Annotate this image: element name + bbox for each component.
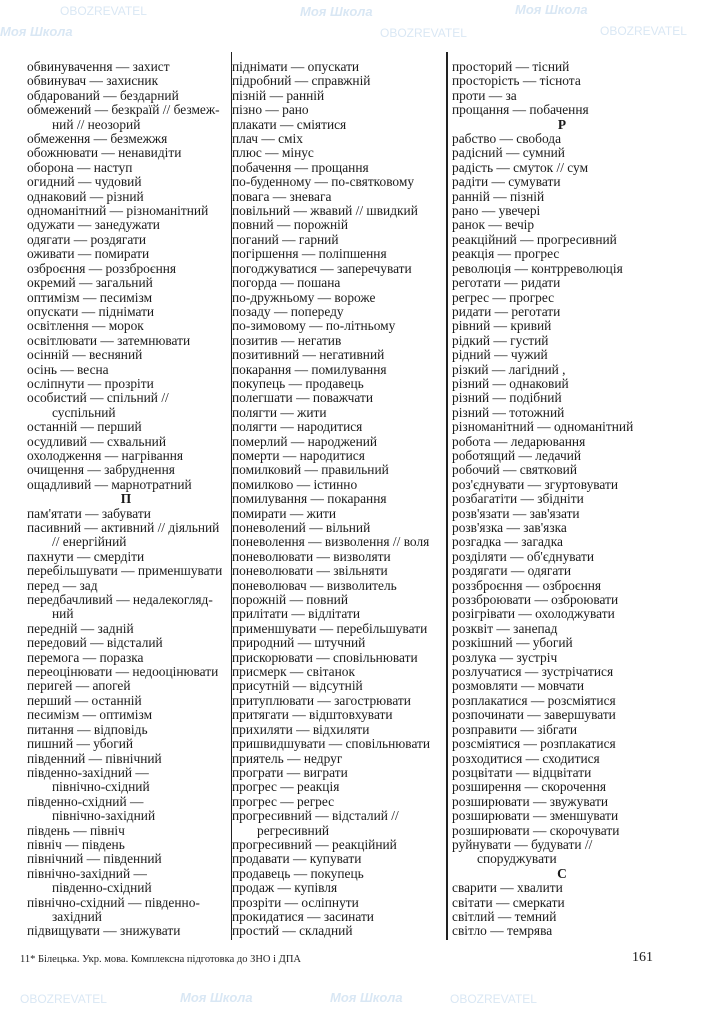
entry-continuation: // енергійний <box>52 534 127 550</box>
antonym-entry: очищення — забруднення <box>27 462 175 478</box>
antonym-entry: погоджуватися — заперечувати <box>232 260 412 276</box>
antonym-entry: пишний — убогий <box>27 736 134 752</box>
antonym-entry: розцвітати — відцвітати <box>452 764 592 780</box>
antonym-entry: позитивний — негативний <box>232 347 385 363</box>
antonym-entry: померти — народитися <box>232 447 365 463</box>
antonym-entry: реготати — ридати <box>452 275 561 291</box>
antonym-entry: полегшати — поважчати <box>232 390 374 406</box>
antonym-entry: різний — тотожний <box>452 404 565 420</box>
antonym-entry: прогрес — регрес <box>232 793 335 809</box>
antonym-entry: пасивний — активний // діяльний <box>27 520 220 535</box>
antonym-entry: по-дружньому — вороже <box>232 289 376 305</box>
letter-heading: Р <box>557 116 567 132</box>
antonym-entry: світло — темрява <box>452 923 553 939</box>
antonym-entry: рівний — кривий <box>452 318 552 334</box>
antonym-entry: притуплювати — загострювати <box>232 692 411 708</box>
antonym-entry: повага — зневага <box>232 188 332 204</box>
antonym-entry: одноманітний — різноманітний <box>27 203 209 219</box>
entry-continuation: північно-західний <box>52 808 156 824</box>
antonym-entry: прискорювати — сповільнювати <box>232 649 418 665</box>
watermark-news: OBOZREVATEL <box>450 992 537 1006</box>
antonym-entry: осліпнути — прозріти <box>27 375 154 391</box>
antonym-entry: різний — подібний <box>452 390 562 406</box>
antonym-entry: ощадливий — марнотратний <box>27 476 192 492</box>
antonym-entry: пізно — рано <box>232 102 309 118</box>
antonym-entry: ридати — реготати <box>452 303 561 319</box>
antonym-entry: революція — контрреволюція <box>452 260 623 276</box>
antonym-entry: світати — смеркати <box>452 894 565 910</box>
antonym-entry: помилково — істинно <box>232 476 358 492</box>
antonym-entry: реакція — прогрес <box>452 246 560 262</box>
antonym-entry: розмовляти — мовчати <box>452 678 585 694</box>
antonym-entry: розгадка — загадка <box>452 534 563 550</box>
antonym-entry: огидний — чудовий <box>27 174 142 190</box>
antonym-entry: применшувати — перебільшувати <box>232 620 428 636</box>
antonym-entry: погорда — пошана <box>232 275 341 291</box>
antonym-entry: осінь — весна <box>27 361 109 377</box>
antonym-entry: пам'ятати — забувати <box>27 505 151 521</box>
antonym-entry: прощання — побачення <box>452 102 589 118</box>
antonym-entry: розширення — скорочення <box>452 779 607 795</box>
antonym-entry: оптимізм — песимізм <box>27 289 153 305</box>
entry-continuation: західний <box>52 908 102 924</box>
antonym-entry: оборона — наступ <box>27 159 133 175</box>
antonym-entry: продавати — купувати <box>232 851 362 867</box>
antonym-entry: перебільшувати — применшувати <box>27 563 223 579</box>
antonym-entry: розпочинати — завершувати <box>452 707 616 723</box>
antonym-entry: обмеження — безмежжя <box>27 131 168 147</box>
antonym-entry: радісний — сумний <box>452 145 565 161</box>
antonym-entry: розв'язка — зав'язка <box>452 520 567 535</box>
antonym-entry: радість — смуток // сум <box>452 159 589 175</box>
antonym-entry: розширювати — скорочувати <box>452 822 620 838</box>
antonym-entry: роботящий — ледачий <box>452 447 582 463</box>
antonym-entry: північно-східний — південно- <box>27 894 200 910</box>
column-right <box>452 52 672 940</box>
watermark-news: OBOZREVATEL <box>380 26 467 40</box>
entry-continuation: ний // неозорий <box>52 116 141 132</box>
antonym-entry: обдарований — бездарний <box>27 87 179 103</box>
antonym-entry: ранок — вечір <box>452 217 535 233</box>
antonym-entry: північний — південний <box>27 851 162 867</box>
watermark-school: Моя Школа <box>180 990 253 1005</box>
antonym-entry: проти — за <box>452 87 517 103</box>
antonym-entry: розширювати — зменшувати <box>452 808 619 824</box>
antonym-entry: песимізм — оптимізм <box>27 707 153 723</box>
antonym-entry: поневолювати — визволяти <box>232 548 391 564</box>
letter-heading: С <box>557 865 567 881</box>
antonym-entry: різний — однаковий <box>452 375 569 391</box>
antonym-entry: прокидатися — засинати <box>232 908 374 924</box>
antonym-entry: робота — ледарювання <box>452 433 586 449</box>
antonym-entry: охолодження — нагрівання <box>27 447 184 463</box>
antonym-entry: перед — зад <box>27 577 98 593</box>
antonym-entry: прилітати — відлітати <box>232 606 361 622</box>
antonym-entry: північно-західний — <box>27 865 147 881</box>
antonym-entry: поневолений — вільний <box>232 520 371 535</box>
antonym-entry: сварити — хвалити <box>452 880 563 896</box>
antonym-entry: прозріти — осліпнути <box>232 894 359 910</box>
antonym-entry: розділяти — об'єднувати <box>452 548 595 564</box>
antonym-entry: природний — штучний <box>232 635 366 651</box>
antonym-entry: розлучатися — зустрічатися <box>452 664 614 680</box>
column-left <box>27 60 225 939</box>
antonym-entry: помилування — покарання <box>232 491 387 507</box>
antonym-entry: обвинувачення — захист <box>27 59 170 74</box>
antonym-entry: прихиляти — відхиляти <box>232 721 370 737</box>
watermark-news: OBOZREVATEL <box>20 992 107 1006</box>
antonym-entry: рано — увечері <box>452 203 541 219</box>
antonym-entry: поганий — гарний <box>232 231 339 247</box>
antonym-entry: присутній — відсутній <box>232 678 363 694</box>
antonym-entry: пришвидшувати — сповільнювати <box>232 736 431 752</box>
column-divider <box>446 52 448 940</box>
antonym-entry: побачення — прощання <box>232 159 369 175</box>
antonym-entry: присмерк — світанок <box>232 664 355 680</box>
watermark-school: Моя Школа <box>330 990 403 1005</box>
watermark-school: Моя Школа <box>515 2 588 17</box>
antonym-entry: перший — останній <box>27 692 142 708</box>
antonym-entry: переоцінювати — недооцінювати <box>27 664 219 680</box>
antonym-entry: передній — задній <box>27 620 134 636</box>
antonym-entry: порожній — повний <box>232 592 348 608</box>
antonym-entry: озброєння — роззброєння <box>27 260 177 276</box>
antonym-entry: розігрівати — охолоджувати <box>452 606 615 622</box>
antonym-entry: плакати — сміятися <box>232 116 347 132</box>
antonym-entry: обожнювати — ненавидіти <box>27 145 182 161</box>
antonym-entry: обвинувач — захисник <box>27 73 159 89</box>
antonym-entry: розплакатися — розсміятися <box>452 692 616 708</box>
antonym-entry: розправити — зібгати <box>452 721 578 737</box>
antonym-entry: ранній — пізній <box>452 188 545 204</box>
antonym-entry: південно-західний — <box>27 764 149 780</box>
antonym-entry: прогресивний — реакційний <box>232 836 397 852</box>
antonym-entry: розв'язати — зав'язати <box>452 505 580 521</box>
antonym-entry: покарання — помилування <box>232 361 387 377</box>
antonym-entry: помилковий — правильний <box>232 462 389 478</box>
antonym-entry: позитив — негатив <box>232 332 342 348</box>
antonym-entry: роззброювати — озброювати <box>452 592 619 608</box>
antonym-entry: поневолення — визволення // воля <box>232 534 430 550</box>
antonym-entry: розлука — зустріч <box>452 649 558 665</box>
antonym-entry: південний — північний <box>27 750 162 766</box>
antonym-entry: позаду — попереду <box>232 303 344 319</box>
antonym-entry: розкішний — убогий <box>452 635 573 651</box>
antonym-entry: поневолювач — визволитель <box>232 577 397 593</box>
entry-continuation: регресивний <box>257 822 330 838</box>
antonym-entry: по-буденному — по-святковому <box>232 174 415 190</box>
antonym-entry: повний — порожній <box>232 217 348 233</box>
watermark-news: OBOZREVATEL <box>600 24 687 38</box>
antonym-entry: продаж — купівля <box>232 880 338 896</box>
antonym-entry: перемога — поразка <box>27 649 144 665</box>
entry-continuation: суспільний <box>52 404 116 420</box>
antonym-entry: південно-східний — <box>27 793 144 809</box>
antonym-entry: південь — північ <box>27 822 125 838</box>
antonym-entry: північ — південь <box>27 836 125 852</box>
antonym-entry: особистий — спільний // <box>27 390 169 406</box>
antonym-entry: помирати — жити <box>232 505 337 521</box>
footnote: 11* Білецька. Укр. мова. Комплексна підготовка до ЗНО і ДПА <box>20 954 301 965</box>
antonym-entry: рідний — чужий <box>452 347 548 363</box>
antonym-entry: притягати — відштовхувати <box>232 707 393 723</box>
antonym-entry: розквіт — занепад <box>452 620 558 636</box>
antonym-entry: поневолювати — звільняти <box>232 563 388 579</box>
antonym-entry: однаковий — різний <box>27 188 144 204</box>
antonym-entry: передовий — відсталий <box>27 635 163 651</box>
antonym-entry: програти — виграти <box>232 764 348 780</box>
antonym-entry: передбачливий — недалекогляд- <box>27 592 213 608</box>
watermark-school: Моя Школа <box>0 24 73 39</box>
antonym-entry: по-зимовому — по-літньому <box>232 318 396 334</box>
antonym-entry: просторий — тісний <box>452 59 570 74</box>
antonym-entry: пізній — ранній <box>232 87 325 103</box>
watermark-news: OBOZREVATEL <box>60 4 147 18</box>
antonym-entry: освітлення — морок <box>27 318 144 334</box>
antonym-entry: прогресивний — відсталий // <box>232 808 399 824</box>
antonym-entry: осінній — весняний <box>27 347 143 363</box>
antonym-entry: приятель — недруг <box>232 750 343 766</box>
antonym-entry: світлий — темний <box>452 908 557 924</box>
antonym-entry: пахнути — смердіти <box>27 548 145 564</box>
antonym-entry: одягати — роздягати <box>27 231 146 247</box>
antonym-entry: перигей — апогей <box>27 678 131 694</box>
entry-continuation: споруджувати <box>477 851 557 867</box>
antonym-entry: померлий — народжений <box>232 433 378 449</box>
column-middle <box>231 52 442 940</box>
watermark-school: Моя Школа <box>300 4 373 19</box>
antonym-entry: окремий — загальний <box>27 275 153 291</box>
antonym-entry: розходитися — сходитися <box>452 750 600 766</box>
antonym-entry: оживати — помирати <box>27 246 150 262</box>
antonym-entry: радіти — сумувати <box>452 174 561 190</box>
antonym-entry: реакційний — прогресивний <box>452 231 617 247</box>
antonym-entry: піднімати — опускати <box>232 59 360 74</box>
antonym-entry: освітлювати — затемнювати <box>27 332 191 348</box>
entry-continuation: ний <box>52 606 74 622</box>
antonym-entry: руйнувати — будувати // <box>452 836 593 852</box>
antonym-entry: простий — складний <box>232 923 353 939</box>
letter-heading: П <box>120 491 132 507</box>
antonym-entry: плач — сміх <box>232 131 303 147</box>
antonym-entry: регрес — прогрес <box>452 289 555 305</box>
antonym-entry: плюс — мінус <box>232 145 314 161</box>
antonym-entry: підвищувати — знижувати <box>27 923 181 939</box>
antonym-entry: розширювати — звужувати <box>452 793 609 809</box>
page-number: 161 <box>632 950 653 965</box>
entry-continuation: північно-східний <box>52 779 150 795</box>
antonym-entry: полягти — жити <box>232 404 327 420</box>
antonym-entry: роззброєння — озброєння <box>452 577 602 593</box>
antonym-entry: осудливий — схвальний <box>27 433 167 449</box>
antonym-entry: полягти — народитися <box>232 419 363 435</box>
antonym-entry: розбагатіти — збідніти <box>452 491 584 507</box>
antonym-entry: підробний — справжній <box>232 73 371 89</box>
antonym-entry: рідкий — густий <box>452 332 549 348</box>
entry-continuation: південно-східний <box>52 880 152 896</box>
antonym-entry: розсміятися — розплакатися <box>452 736 616 752</box>
antonym-entry: прогрес — реакція <box>232 779 340 795</box>
antonym-entry: питання — відповідь <box>27 721 148 737</box>
antonym-entry: одужати — занедужати <box>27 217 160 233</box>
antonym-entry: обмежений — безкраїй // безмеж- <box>27 102 220 118</box>
antonym-entry: рабство — свобода <box>452 131 562 147</box>
antonym-entry: останній — перший <box>27 419 142 435</box>
antonym-entry: покупець — продавець <box>232 375 364 391</box>
antonym-entry: повільний — жвавий // швидкий <box>232 203 418 219</box>
antonym-entry: продавець — покупець <box>232 865 364 881</box>
antonym-entry: погіршення — поліпшення <box>232 246 387 262</box>
antonym-entry: роздягати — одягати <box>452 563 571 579</box>
antonym-entry: просторість — тіснота <box>452 73 581 89</box>
antonym-entry: роз'єднувати — згуртовувати <box>452 476 619 492</box>
antonym-entry: різноманітний — одноманітний <box>452 419 634 435</box>
antonym-entry: робочий — святковий <box>452 462 577 478</box>
antonym-entry: різкий — лагідний , <box>452 361 566 377</box>
antonym-entry: опускати — піднімати <box>27 303 155 319</box>
